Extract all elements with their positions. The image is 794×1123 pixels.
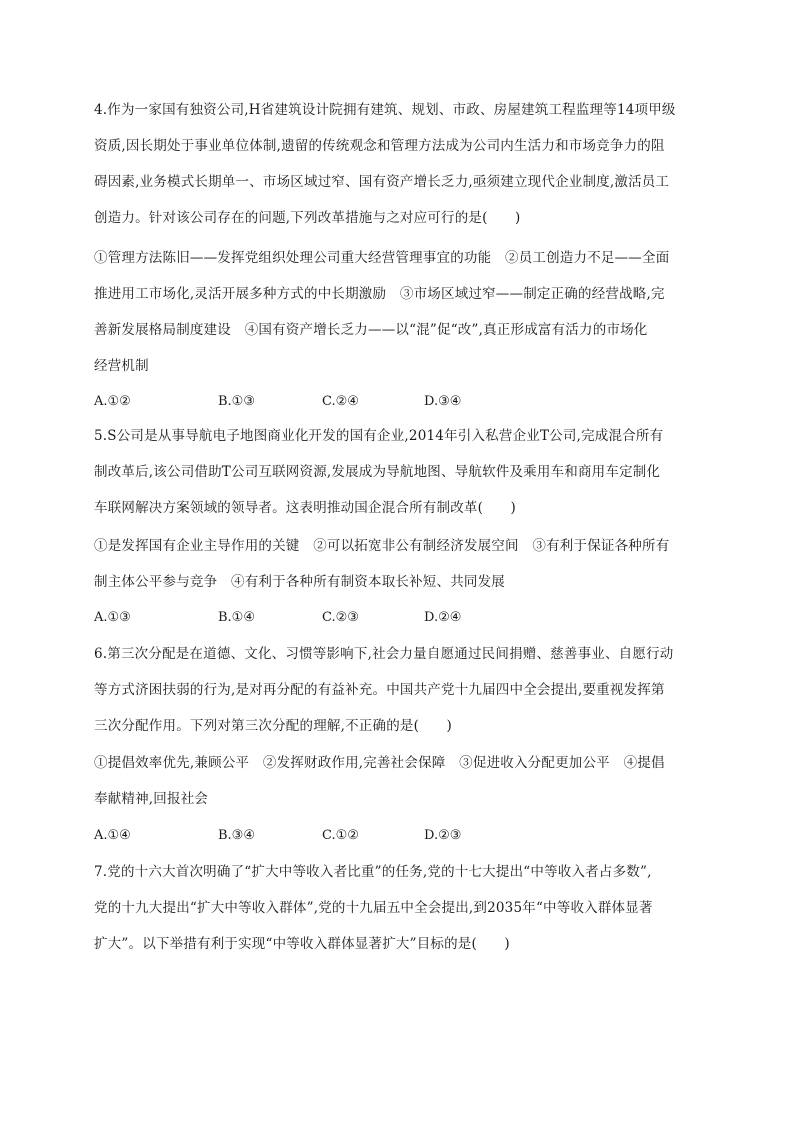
question-4-line-3: 碍因素,业务模式长期单一、市场区域过窄、国有资产增长乏力,亟须建立现代企业制度,激活员工 bbox=[94, 174, 670, 190]
option-a: A.①② bbox=[94, 394, 131, 409]
option-d: D.②③ bbox=[424, 828, 462, 843]
question-4-line-1: 4.作为一家国有独资公司,H省建筑设计院拥有建筑、规划、市政、房屋建筑工程监理等14项甲级 bbox=[94, 102, 676, 118]
question-5-options bbox=[94, 608, 614, 628]
question-6-line-2: 等方式济困扶弱的行为,是对再分配的有益补充。中国共产党十九届四中全会提出,要重视发挥第 bbox=[94, 682, 665, 698]
question-4-line-4: 创造力。针对该公司存在的问题,下列改革措施与之对应可行的是( ) bbox=[94, 210, 521, 226]
option-b: B.①③ bbox=[218, 394, 255, 409]
question-4-options bbox=[94, 392, 614, 412]
option-c: C.①② bbox=[322, 828, 359, 843]
option-d: D.②④ bbox=[424, 610, 462, 625]
question-5-statement-line-1: ①是发挥国有企业主导作用的关键 ②可以拓宽非公有制经济发展空间 ③有利于保证各种所有 bbox=[94, 538, 670, 554]
question-6-statement-line-2: 奉献精神,回报社会 bbox=[94, 791, 209, 807]
question-5-line-3: 车联网解决方案领域的领导者。这表明推动国企混合所有制改革( ) bbox=[94, 500, 516, 516]
question-4-statement-line-2: 推进用工市场化,灵活开展多种方式的中长期激励 ③市场区域过窄——制定正确的经营战略,完 bbox=[94, 286, 665, 302]
option-c: C.②④ bbox=[322, 394, 359, 409]
question-4-line-2: 资质,因长期处于事业单位体制,遗留的传统观念和管理方法成为公司内生活力和市场竞争力的阻 bbox=[94, 138, 665, 154]
question-5-line-1: 5.S公司是从事导航电子地图商业化开发的国有企业,2014年引入私营企业T公司,完成混合所有 bbox=[94, 428, 664, 444]
question-4-statement-line-4: 经营机制 bbox=[94, 358, 149, 374]
question-7-line-3: 扩大”。以下举措有利于实现“中等收入群体显著扩大”目标的是( ) bbox=[94, 936, 510, 952]
question-7-line-1: 7.党的十六大首次明确了“扩大中等收入者比重”的任务,党的十七大提出“中等收入者占多数”, bbox=[94, 864, 652, 880]
option-d: D.③④ bbox=[424, 394, 462, 409]
question-5-statement-line-2: 制主体公平参与竞争 ④有利于各种所有制资本取长补短、共同发展 bbox=[94, 574, 505, 590]
question-5-line-2: 制改革后,该公司借助T公司互联网资源,发展成为导航地图、导航软件及乘用车和商用车定制化 bbox=[94, 464, 661, 480]
question-6-line-3: 三次分配作用。下列对第三次分配的理解,不正确的是( ) bbox=[94, 718, 452, 734]
question-6-statement-line-1: ①提倡效率优先,兼顾公平 ②发挥财政作用,完善社会保障 ③促进收入分配更加公平 ④提倡 bbox=[94, 755, 665, 771]
question-4-statement-line-3: 善新发展格局制度建设 ④国有资产增长乏力——以“混”促“改”,真正形成富有活力的市场化 bbox=[94, 322, 648, 338]
question-6-line-1: 6.第三次分配是在道德、文化、习惯等影响下,社会力量自愿通过民间捐赠、慈善事业、自愿行动 bbox=[94, 646, 674, 662]
question-4-statement-line-1: ①管理方法陈旧——发挥党组织处理公司重大经营管理事宜的功能 ②员工创造力不足——全面 bbox=[94, 250, 670, 266]
option-a: A.①③ bbox=[94, 610, 131, 625]
option-b: B.③④ bbox=[218, 828, 255, 843]
option-c: C.②③ bbox=[322, 610, 359, 625]
question-6-options bbox=[94, 826, 614, 846]
question-7-line-2: 党的十九大提出“扩大中等收入群体”,党的十九届五中全会提出,到2035年“中等收入群体显著 bbox=[94, 900, 653, 916]
option-b: B.①④ bbox=[218, 610, 255, 625]
option-a: A.①④ bbox=[94, 828, 131, 843]
